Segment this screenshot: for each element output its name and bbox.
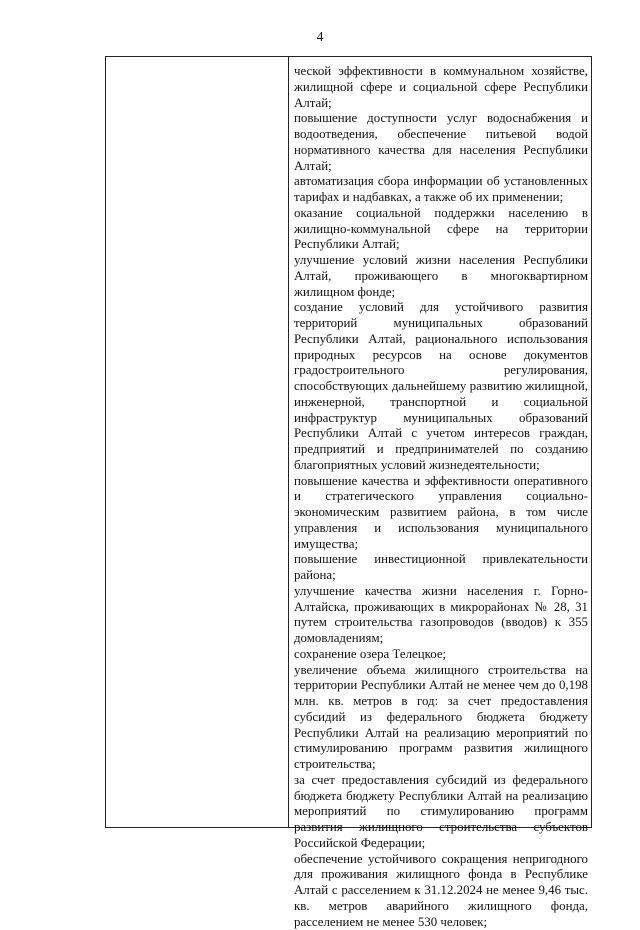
- goal-paragraph: повышение инвестиционной привлекательности района;: [294, 552, 588, 584]
- goal-paragraph: обеспечение устойчивого сокращения непригодного для проживания жилищного фонда в Республике Алтай с расселением к 31.12.2024 не менее 9,46 тыс. кв. метров аварийного жилищного фонда, расселением не менее 530 человек;: [294, 852, 588, 930]
- goal-paragraph: создание условий для устойчивого развития территорий муниципальных образований Республики Алтай, рационального использования природных ресурсов на основе документов градостроительного регулирования, способствующих дальнейшему развитию жилищной, инженерной, транспортной и социальной инфраструктур муниципальных образований Республики Алтай с учетом интересов граждан, предприятий и предпринимателей по созданию благоприятных условий жизнедеятельности;: [294, 300, 588, 473]
- goal-paragraph: улучшение качества жизни населения г. Горно-Алтайска, проживающих в микрорайонах № 28, 31 путем строительства газопроводов (вводов) к 355 домовладениям;: [294, 584, 588, 647]
- goal-paragraph: повышение качества и эффективности оперативного и стратегического управления социально-экономическим развитием района, в том числе управления и использования муниципального имущества;: [294, 474, 588, 553]
- document-table: [105, 56, 592, 828]
- goal-paragraph: оказание социальной поддержки населению в жилищно-коммунальной сфере на территории Республики Алтай;: [294, 206, 588, 253]
- page-number: 4: [0, 29, 640, 45]
- table-left-cell: [106, 57, 289, 827]
- goal-paragraph: увеличение объема жилищного строительства на территории Республики Алтай не менее чем до 0,198 млн. кв. метров в год: за счет предоставления субсидий из федерального бюджета бюджету Республики Алтай на реализацию мероприятий по стимулированию программ развития жилищного строительства;: [294, 663, 588, 773]
- goal-paragraph: улучшение условий жизни населения Республики Алтай, проживающего в многоквартирном жилищном фонде;: [294, 253, 588, 300]
- table-right-cell: [289, 57, 591, 827]
- goal-paragraph: автоматизация сбора информации об установленных тарифах и надбавках, а также об их применении;: [294, 174, 588, 206]
- goal-paragraph: за счет предоставления субсидий из федерального бюджета бюджету Республики Алтай на реализацию мероприятий по стимулированию программ развития жилищного строительства субъектов Российской Федерации;: [294, 773, 588, 852]
- goal-paragraph: ческой эффективности в коммунальном хозяйстве, жилищной сфере и социальной сфере Республики Алтай;: [294, 64, 588, 111]
- goal-paragraph: сохранение озера Телецкое;: [294, 647, 588, 663]
- goal-paragraph: повышение доступности услуг водоснабжения и водоотведения, обеспечение питьевой водой нормативного качества для населения Республики Алтай;: [294, 111, 588, 174]
